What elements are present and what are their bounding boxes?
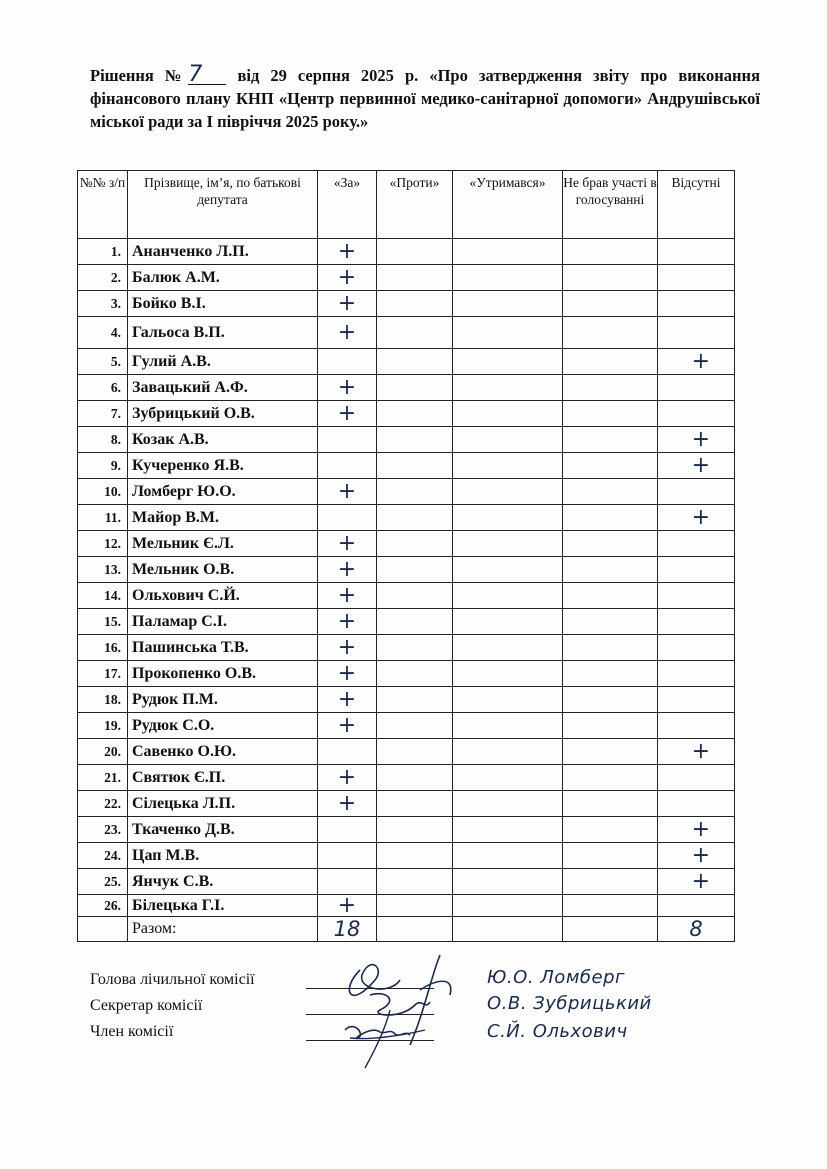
vote-not-voted-cell	[563, 895, 658, 917]
deputy-name: Савенко О.Ю.	[128, 739, 318, 765]
vote-against-cell	[377, 739, 453, 765]
row-number: 12.	[78, 531, 128, 557]
vote-not-voted-cell	[563, 791, 658, 817]
vote-not-voted-cell	[563, 349, 658, 375]
row-number: 13.	[78, 557, 128, 583]
table-row	[78, 479, 735, 505]
vote-absent-mark	[658, 375, 735, 401]
vote-absent-mark	[658, 765, 735, 791]
vote-not-voted-cell	[563, 453, 658, 479]
deputy-name: Рудюк П.М.	[128, 687, 318, 713]
col-header-against: «Проти»	[377, 171, 453, 239]
vote-abstained-cell	[453, 791, 563, 817]
vote-for-mark: +	[318, 765, 377, 791]
row-number: 6.	[78, 375, 128, 401]
row-number: 7.	[78, 401, 128, 427]
vote-against-cell	[377, 317, 453, 349]
table-header-row	[78, 171, 735, 239]
vote-abstained-cell	[453, 687, 563, 713]
total-abstained	[453, 917, 563, 942]
table-row	[78, 265, 735, 291]
vote-for-mark	[318, 817, 377, 843]
vote-not-voted-cell	[563, 479, 658, 505]
row-number: 15.	[78, 609, 128, 635]
row-number: 18.	[78, 687, 128, 713]
vote-not-voted-cell	[563, 765, 658, 791]
row-number: 26.	[78, 895, 128, 917]
signature-role-chair: Голова лічильної комісії	[90, 971, 255, 988]
table-row	[78, 291, 735, 317]
vote-against-cell	[377, 661, 453, 687]
row-number: 20.	[78, 739, 128, 765]
vote-abstained-cell	[453, 375, 563, 401]
vote-for-mark: +	[318, 661, 377, 687]
total-row	[78, 917, 735, 942]
deputy-name: Козак А.В.	[128, 427, 318, 453]
table-row	[78, 375, 735, 401]
handwritten-signatures	[330, 950, 490, 1070]
vote-for-mark: +	[318, 317, 377, 349]
row-number: 25.	[78, 869, 128, 895]
vote-absent-mark	[658, 291, 735, 317]
row-number: 16.	[78, 635, 128, 661]
vote-not-voted-cell	[563, 583, 658, 609]
row-number: 17.	[78, 661, 128, 687]
vote-for-mark	[318, 349, 377, 375]
vote-against-cell	[377, 427, 453, 453]
deputy-name: Ольхович С.Й.	[128, 583, 318, 609]
vote-abstained-cell	[453, 453, 563, 479]
vote-for-mark: +	[318, 479, 377, 505]
table-row	[78, 739, 735, 765]
deputy-name: Завацький А.Ф.	[128, 375, 318, 401]
voting-table	[77, 170, 735, 942]
vote-against-cell	[377, 531, 453, 557]
vote-absent-mark: +	[658, 869, 735, 895]
row-number: 21.	[78, 765, 128, 791]
vote-not-voted-cell	[563, 713, 658, 739]
vote-absent-mark: +	[658, 739, 735, 765]
table-row	[78, 349, 735, 375]
vote-against-cell	[377, 869, 453, 895]
vote-absent-mark	[658, 791, 735, 817]
vote-against-cell	[377, 557, 453, 583]
vote-for-mark	[318, 869, 377, 895]
vote-abstained-cell	[453, 265, 563, 291]
deputy-name: Мельник Є.Л.	[128, 531, 318, 557]
vote-against-cell	[377, 843, 453, 869]
vote-abstained-cell	[453, 739, 563, 765]
table-row	[78, 687, 735, 713]
col-header-for: «За»	[318, 171, 377, 239]
decision-prefix: Рішення №	[90, 66, 189, 85]
vote-absent-mark	[658, 317, 735, 349]
vote-absent-mark: +	[658, 817, 735, 843]
vote-for-mark: +	[318, 713, 377, 739]
vote-for-mark: +	[318, 557, 377, 583]
vote-absent-mark: +	[658, 453, 735, 479]
deputy-name: Прокопенко О.В.	[128, 661, 318, 687]
vote-for-mark: +	[318, 531, 377, 557]
vote-for-mark: +	[318, 239, 377, 265]
total-absent: 8	[658, 917, 735, 942]
vote-not-voted-cell	[563, 291, 658, 317]
vote-absent-mark	[658, 609, 735, 635]
vote-absent-mark	[658, 479, 735, 505]
deputy-name: Пашинська Т.В.	[128, 635, 318, 661]
vote-absent-mark: +	[658, 505, 735, 531]
vote-abstained-cell	[453, 291, 563, 317]
table-row	[78, 557, 735, 583]
total-empty	[78, 917, 128, 942]
signature-name-secretary: О.В. Зубрицький	[487, 993, 652, 1014]
vote-not-voted-cell	[563, 661, 658, 687]
vote-for-mark: +	[318, 583, 377, 609]
vote-for-mark	[318, 427, 377, 453]
vote-absent-mark	[658, 531, 735, 557]
vote-against-cell	[377, 791, 453, 817]
row-number: 4.	[78, 317, 128, 349]
table-row	[78, 317, 735, 349]
vote-abstained-cell	[453, 843, 563, 869]
deputy-name: Кучеренко Я.В.	[128, 453, 318, 479]
decision-number: 7	[188, 66, 226, 85]
vote-abstained-cell	[453, 557, 563, 583]
vote-against-cell	[377, 239, 453, 265]
vote-abstained-cell	[453, 713, 563, 739]
vote-against-cell	[377, 687, 453, 713]
vote-for-mark	[318, 505, 377, 531]
vote-not-voted-cell	[563, 427, 658, 453]
vote-absent-mark	[658, 687, 735, 713]
vote-for-mark: +	[318, 687, 377, 713]
vote-abstained-cell	[453, 765, 563, 791]
vote-not-voted-cell	[563, 317, 658, 349]
vote-not-voted-cell	[563, 687, 658, 713]
vote-not-voted-cell	[563, 531, 658, 557]
vote-against-cell	[377, 401, 453, 427]
vote-absent-mark	[658, 661, 735, 687]
vote-not-voted-cell	[563, 739, 658, 765]
vote-for-mark: +	[318, 375, 377, 401]
vote-against-cell	[377, 609, 453, 635]
vote-not-voted-cell	[563, 557, 658, 583]
vote-absent-mark	[658, 401, 735, 427]
total-label: Разом:	[128, 917, 318, 942]
vote-abstained-cell	[453, 869, 563, 895]
deputy-name: Балюк А.М.	[128, 265, 318, 291]
vote-not-voted-cell	[563, 505, 658, 531]
col-header-name: Прізвище, ім’я, по батькові депутата	[128, 171, 318, 239]
table-row	[78, 765, 735, 791]
vote-not-voted-cell	[563, 635, 658, 661]
vote-abstained-cell	[453, 609, 563, 635]
signature-name-member: С.Й. Ольхович	[487, 1021, 628, 1042]
row-number: 1.	[78, 239, 128, 265]
vote-abstained-cell	[453, 479, 563, 505]
vote-abstained-cell	[453, 817, 563, 843]
vote-against-cell	[377, 765, 453, 791]
vote-absent-mark	[658, 635, 735, 661]
vote-absent-mark	[658, 557, 735, 583]
vote-abstained-cell	[453, 531, 563, 557]
deputy-name: Майор В.М.	[128, 505, 318, 531]
col-header-number: №№ з/п	[78, 171, 128, 239]
vote-for-mark: +	[318, 609, 377, 635]
vote-against-cell	[377, 349, 453, 375]
vote-for-mark: +	[318, 791, 377, 817]
vote-absent-mark	[658, 713, 735, 739]
table-row	[78, 609, 735, 635]
vote-for-mark: +	[318, 895, 377, 917]
table-row	[78, 401, 735, 427]
deputy-name: Зубрицький О.В.	[128, 401, 318, 427]
col-header-abstained: «Утримався»	[453, 171, 563, 239]
vote-absent-mark: +	[658, 843, 735, 869]
deputy-name: Цап М.В.	[128, 843, 318, 869]
deputy-name: Гальоса В.П.	[128, 317, 318, 349]
table-row	[78, 583, 735, 609]
row-number: 2.	[78, 265, 128, 291]
deputy-name: Сілецька Л.П.	[128, 791, 318, 817]
vote-absent-mark: +	[658, 349, 735, 375]
deputy-name: Паламар С.І.	[128, 609, 318, 635]
vote-against-cell	[377, 817, 453, 843]
vote-not-voted-cell	[563, 817, 658, 843]
vote-not-voted-cell	[563, 401, 658, 427]
vote-against-cell	[377, 291, 453, 317]
vote-against-cell	[377, 265, 453, 291]
row-number: 11.	[78, 505, 128, 531]
deputy-name: Ломберг Ю.О.	[128, 479, 318, 505]
vote-for-mark: +	[318, 291, 377, 317]
vote-abstained-cell	[453, 317, 563, 349]
row-number: 9.	[78, 453, 128, 479]
vote-for-mark	[318, 843, 377, 869]
vote-not-voted-cell	[563, 239, 658, 265]
vote-not-voted-cell	[563, 843, 658, 869]
table-row	[78, 895, 735, 917]
vote-not-voted-cell	[563, 609, 658, 635]
table-row	[78, 635, 735, 661]
vote-not-voted-cell	[563, 869, 658, 895]
row-number: 3.	[78, 291, 128, 317]
deputy-name: Гулий А.В.	[128, 349, 318, 375]
vote-against-cell	[377, 479, 453, 505]
row-number: 5.	[78, 349, 128, 375]
vote-against-cell	[377, 583, 453, 609]
vote-absent-mark	[658, 239, 735, 265]
table-row	[78, 817, 735, 843]
table-row	[78, 843, 735, 869]
vote-not-voted-cell	[563, 265, 658, 291]
table-row	[78, 453, 735, 479]
vote-abstained-cell	[453, 583, 563, 609]
table-row	[78, 791, 735, 817]
signature-role-secretary: Секретар комісії	[90, 997, 203, 1014]
vote-abstained-cell	[453, 505, 563, 531]
decision-title: від 29 серпня 2025 р. «Про затвердження звіту про виконання фінансового плану КНП «Центр первинної медико-санітарної допомоги» Андрушівської міської ради за І півріччя 2025 року.»	[90, 66, 760, 131]
row-number: 23.	[78, 817, 128, 843]
row-number: 19.	[78, 713, 128, 739]
vote-abstained-cell	[453, 401, 563, 427]
vote-abstained-cell	[453, 239, 563, 265]
vote-for-mark	[318, 453, 377, 479]
vote-abstained-cell	[453, 661, 563, 687]
deputy-name: Мельник О.В.	[128, 557, 318, 583]
deputy-name: Ананченко Л.П.	[128, 239, 318, 265]
row-number: 24.	[78, 843, 128, 869]
vote-against-cell	[377, 505, 453, 531]
table-row	[78, 427, 735, 453]
decision-heading	[90, 64, 760, 133]
vote-not-voted-cell	[563, 375, 658, 401]
total-not-voted	[563, 917, 658, 942]
deputy-name: Білецька Г.І.	[128, 895, 318, 917]
vote-absent-mark	[658, 265, 735, 291]
vote-abstained-cell	[453, 427, 563, 453]
vote-for-mark	[318, 739, 377, 765]
deputy-name: Янчук С.В.	[128, 869, 318, 895]
vote-against-cell	[377, 453, 453, 479]
table-row	[78, 869, 735, 895]
row-number: 8.	[78, 427, 128, 453]
vote-for-mark: +	[318, 265, 377, 291]
vote-against-cell	[377, 713, 453, 739]
vote-absent-mark	[658, 895, 735, 917]
vote-abstained-cell	[453, 349, 563, 375]
table-row	[78, 713, 735, 739]
vote-absent-mark: +	[658, 427, 735, 453]
signature-labels	[90, 967, 255, 1045]
deputy-name: Ткаченко Д.В.	[128, 817, 318, 843]
vote-for-mark: +	[318, 635, 377, 661]
vote-against-cell	[377, 895, 453, 917]
signature-name-chair: Ю.О. Ломберг	[487, 967, 625, 988]
vote-abstained-cell	[453, 635, 563, 661]
deputy-name: Святюк Є.П.	[128, 765, 318, 791]
signature-role-member: Член комісії	[90, 1023, 174, 1040]
vote-against-cell	[377, 635, 453, 661]
vote-abstained-cell	[453, 895, 563, 917]
table-row	[78, 505, 735, 531]
table-row	[78, 661, 735, 687]
deputy-name: Бойко В.І.	[128, 291, 318, 317]
table-row	[78, 531, 735, 557]
deputy-name: Рудюк С.О.	[128, 713, 318, 739]
table-row	[78, 239, 735, 265]
vote-absent-mark	[658, 583, 735, 609]
col-header-not-voted: Не брав участі в голосуванні	[563, 171, 658, 239]
row-number: 10.	[78, 479, 128, 505]
total-against	[377, 917, 453, 942]
total-for: 18	[318, 917, 377, 942]
row-number: 22.	[78, 791, 128, 817]
row-number: 14.	[78, 583, 128, 609]
vote-against-cell	[377, 375, 453, 401]
col-header-absent: Відсутні	[658, 171, 735, 239]
vote-for-mark: +	[318, 401, 377, 427]
